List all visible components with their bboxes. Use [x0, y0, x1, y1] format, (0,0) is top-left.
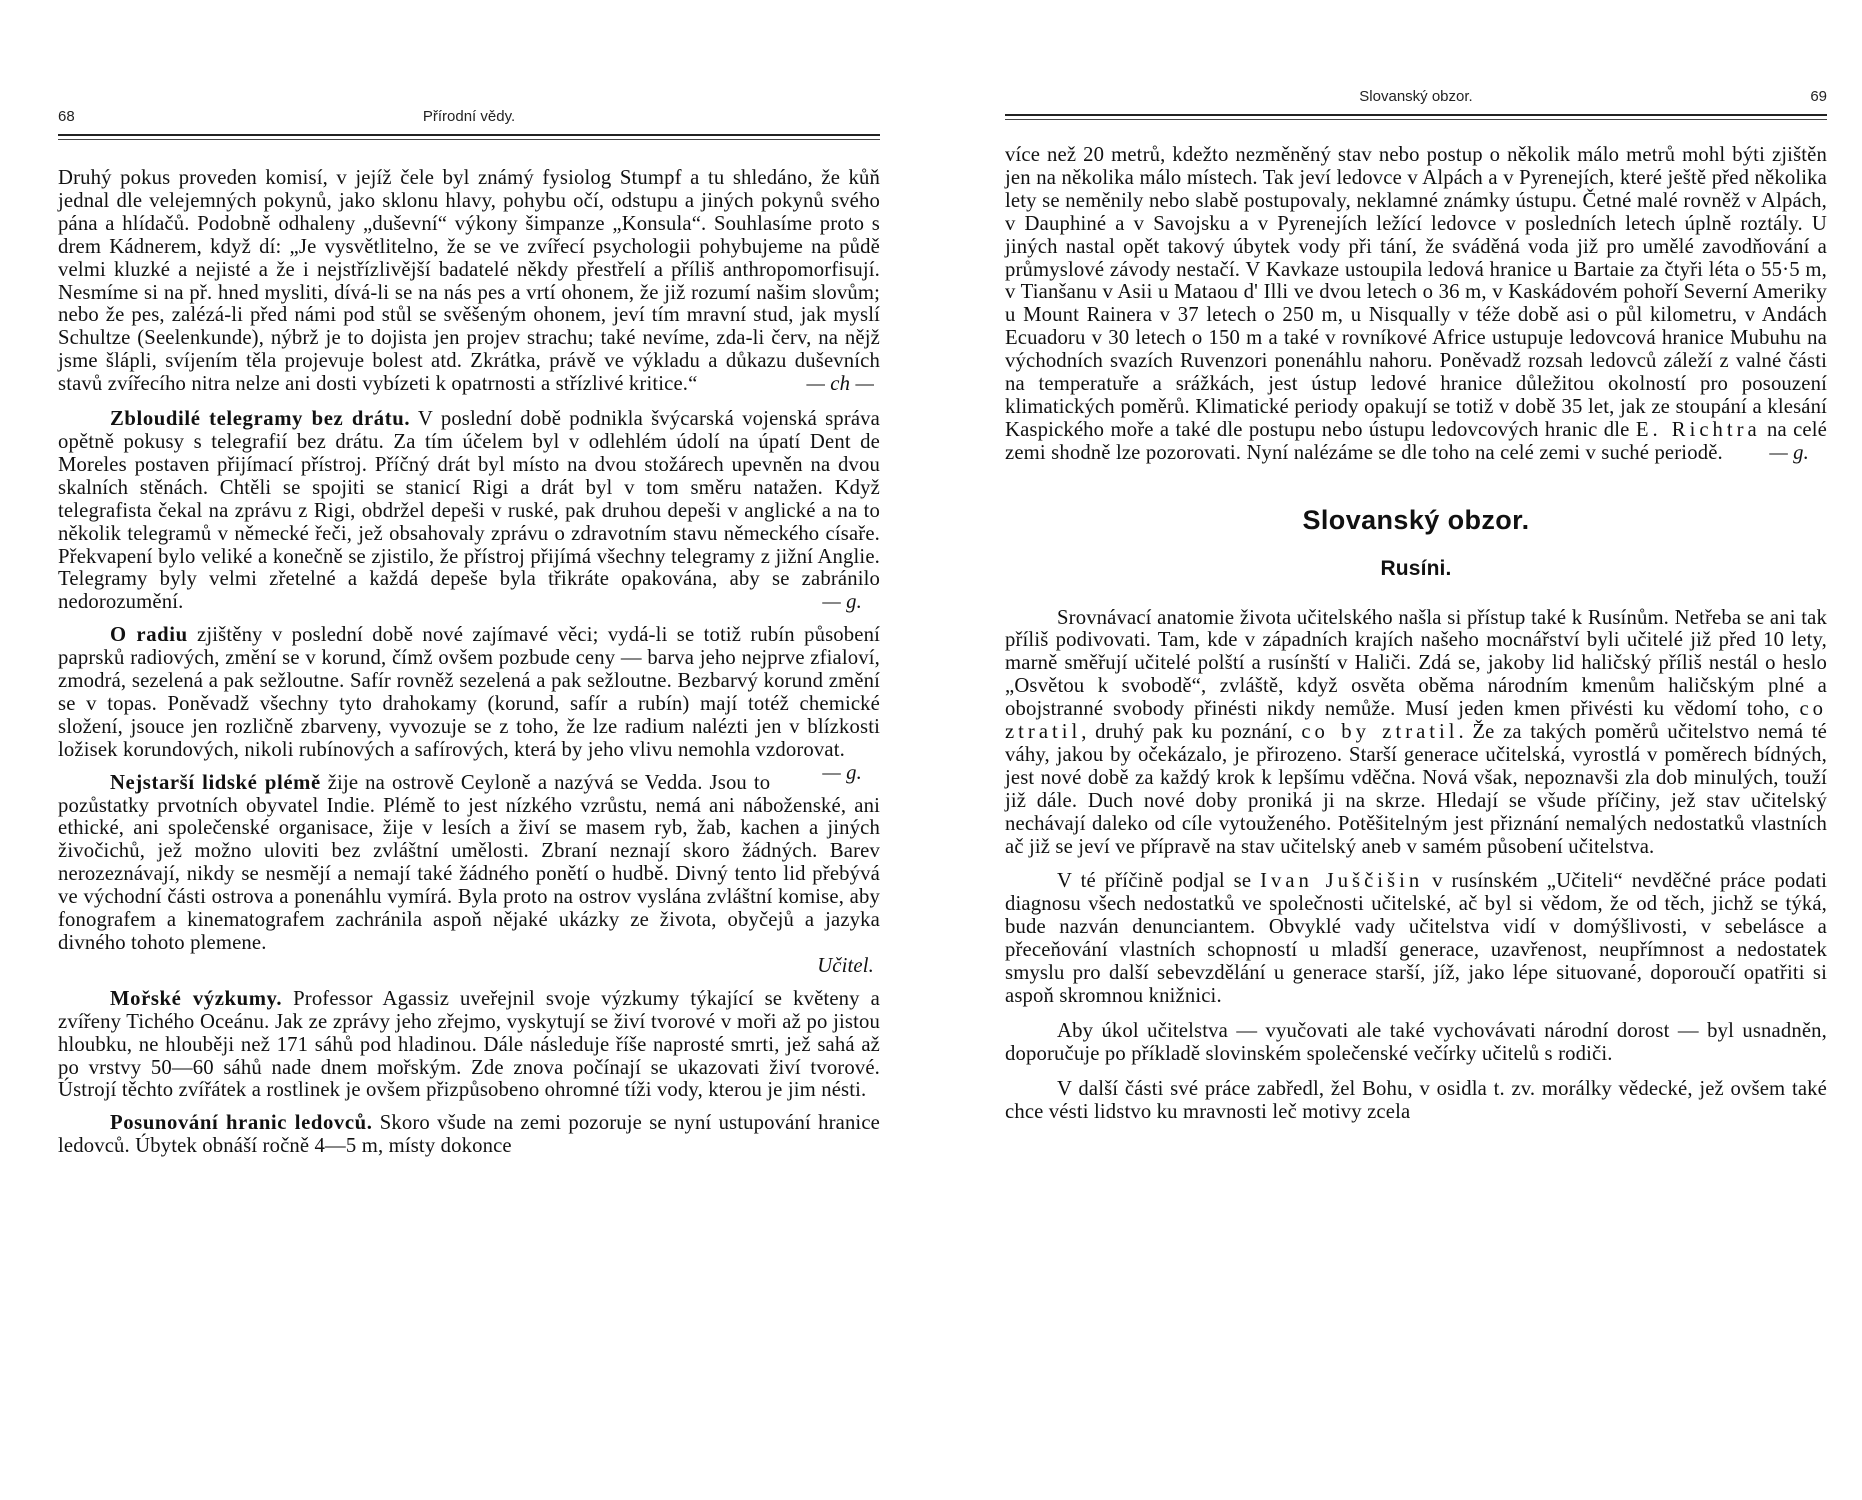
paragraph-text: V té příčině podjal se — [1057, 870, 1261, 893]
paragraph-text: V poslední době podnikla švýcarská vojenská správa opětně pokusy s telegrafií bez drátu. Za tím účelem byl v odlehlém údolí na úpatí Dent de Moreles postaven přijímací přístroj. Příčný drát byl místo na dvou stožárech upevněn na dvou skalních stěnách. Chtěli se spojiti se stanicí Rigi a drát byl v tom směru natažen. Když telegrafista čekal na zprávu z Rigi, obdržel depeši v ruské, pak druhou depeši v anglické a na to několik telegramů v německé řeči, jež obsahovaly zprávu o zdravotním stavu německého císaře. Překvapení bylo veliké a konečně se zjistilo, že přístroj přijímá všechny telegramy z jižní Anglie. Telegramy byly velmi zřetelné a každá depeše byla třikráte opakována, aby se zabránilo nedorozumění. — [58, 408, 881, 614]
paragraph — [58, 1112, 880, 1158]
paragraph-heading: Nejstarší lidské plémě — [110, 771, 321, 794]
paragraph — [58, 772, 880, 955]
section-title: Slovanský obzor. — [1302, 504, 1530, 535]
emphasis: co by ztratil — [1301, 721, 1459, 744]
paragraph — [1005, 1078, 1827, 1124]
signature: — ch — — [806, 373, 874, 396]
paragraph-heading: Mořské výzkumy. — [110, 987, 283, 1010]
paragraph-text: v rusínském „Učiteli“ nevděčné práce podati diagnosu všech nedostatků ve společnosti učitelské, ač byl si vědom, že od těch, jichž se týká, bude nazván denunciantem. Obvyklé vady učitelstva vidí v domýšlivosti, v sebelásce a přeceňování vlastních schopností u mladší generace, uzavřenost, neupřímnost a nedostatek smyslu pro další sebevzdělání u generace starší, jíž, jako lépe situované, doporoučí opatřiti si aspoň skromnou knižnici. — [1005, 870, 1827, 1007]
paragraph-text: . Že za takých poměrů učitelstvo nemá té váhy, jakou by očekázalo, je přirozeno. Starší generace učitelská, vyrostlá v poměrech bídných, jest nové době za každý krok k lepšímu vděčna. Nová však, nepoznavši zla dob minulých, touží již dále. Duch nové doby proniká ji na skrze. Hledají se všude příčiny, jež stav učitelský nechávají daleko od cíle vytouženého. Potěšitelným jest přiznání nemalých nedostatků vlastních ač již se jeví ve přípravě na stav učitelský aneb v samém působení učitelstva. — [1005, 721, 1827, 858]
paragraph-heading: O radiu — [110, 624, 188, 647]
paragraph — [1005, 607, 1827, 859]
header-rule — [1005, 114, 1827, 116]
signature: Učitel. — [817, 954, 874, 977]
paragraph — [58, 988, 880, 1103]
paragraph-text: Srovnávací anatomie života učitelského našla si přístup také k Rusínům. Netřeba se ani tak příliš podivovati. Tam, kde v západních krajích našeho mocnářství byli učitelé již před 10 lety, marně směřují učitelé polští a rusínští v Haliči. Zdá se, jakoby lid haličský příliš nestál o heslo „Osvětou k svobodě“, zvláště, když osvěta oběma národním kmenům haličským plné a obojstranné svobody přinésti nikdy nemůže. Musí jeden kmen přivésti ku vědomí toho, — [1005, 606, 1827, 721]
signature: — g. — [822, 591, 862, 614]
author-name: Ivan Juščišin — [1260, 870, 1424, 893]
paragraph-text: více než 20 metrů, kdežto nezměněný stav nebo postup o několik málo metrů mohl býti zjištěn jen na několika málo místech. Tak jeví ledovce v Alpách a v Pyrenejích, které ještě před několika lety se neměnily nebo slabě postupovaly, neklamné známky ústupu. Četné malé rovněž v Alpách, v Dauphiné a v Savojsku a v Pyrenejích ležící ledovce v posledních letech úplně roztály. U jiných nastal opět takový úbytek vody při tání, že sváděná voda již pro umělé zavodňování a průmyslové závody nestačí. V Kavkaze ustoupila ledová hranice u Bartaie za čtyři léta o 55·5 m, v Tianšanu v Asii u Mataou d' Illi ve dvou letech o 36 m, v Kaskádovém pohoří Severní Ameriky u Mount Rainera v 37 letech o 250 m, u Nisqually v téže době asi o půl kilometru, v Andách Ecuadoru v 30 letech o 150 m a také v rovníkové Africe ustupuje ledovcová hranice Mubuhu na východních svazích Ruvenzori ponenáhlu nahoru. Poněvadž rozsah ledovců záleží z valné části na temperatuře a srážkách, jest ústup ledové hranice důležitou okolností pro posouzení klimatických poměrů. Klimatické periody opakují se totiž v době 35 let, jak ze stoupání a klesání Kaspického moře a také dle postupu nebo ústupu ledovcových hranic dle — [1005, 144, 1827, 441]
right-page — [1005, 0, 1827, 1500]
page-number: 69 — [1810, 88, 1827, 105]
signature: — g. — [822, 761, 862, 784]
page-number: 68 — [58, 108, 75, 125]
paragraph-heading: Zbloudilé telegramy bez drátu. — [110, 408, 411, 431]
paragraph — [1005, 870, 1827, 1007]
running-title: Slovanský obzor. — [1359, 88, 1473, 105]
paragraph-text: Professor Agassiz uveřejnil svoje výzkumy týkající se květeny a zvířeny Tichého Oceánu. Jak ze zprávy jeho zřejmo, vyskytují se živí tvorové v moři až po jistou hloubku, ne hlouběji než 171 sáhů pod hladinou. Dále následuje říše naprosté smrti, jež sahá až po vrstvy 50—60 sáhů nade dnem mořským. Zde znova počínají se ukazovati živí tvorové. Ústrojí těchto zvířátek a rostlinek je ovšem přizpůsobeno ohromné tíži vody, kterou je jim nésti. — [58, 987, 880, 1102]
emphasis: co ztratil — [1005, 698, 1827, 744]
left-page — [58, 0, 880, 1500]
paragraph-text: , druhý pak ku poznání, — [1081, 721, 1302, 744]
paragraph-text: Aby úkol učitelstva — vyučovati ale také vychovávati národní dorost — byl usnadněn, doporučuje po příkladě slovinském společenské večírky učitelů s rodiči. — [1005, 1019, 1827, 1065]
signature: — g. — [1769, 441, 1809, 464]
paragraph — [58, 408, 880, 614]
left-text-column — [58, 167, 880, 1158]
right-text-column — [1005, 144, 1827, 1124]
paragraph — [58, 167, 880, 396]
paragraph-text: V další části své práce zabředl, žel Bohu, v osidla t. zv. morálky vědecké, jež ovšem také chce vésti lidstvo ku mravnosti leč motivy zcela — [1005, 1077, 1827, 1123]
author-name: E. Richtra — [1635, 418, 1761, 441]
paragraph-text: Skoro všude na zemi pozoruje se nyní ustupování hranice ledovců. Úbytek obnáší ročně 4—5 m, místy dokonce — [58, 1112, 880, 1158]
paragraph-text: na celé zemi shodně lze pozorovati. Nyní nalézáme se dle toho na celé zemi v suché periodě. — [1005, 418, 1827, 464]
paragraph-text: žije na ostrově Ceyloně a nazývá se Vedda. Jsou to pozůstatky prvotních obyvatel Indie. Plémě to jest nízkého vzrůstu, nemá ani náboženské, ani ethické, ani společenské organisace, žije v lesích a živí se masem ryb, žab, kachen a jiných živočichů, jež možno uloviti bez zvláštní umělosti. Zbraní neznají skoro žádných. Barev nerozeznávají, nikdy se nesmějí a nemají také žádného ponětí o hudbě. Divný tento lid přebývá ve východní části ostrova a ponenáhlu vymírá. Byla proto na ostrov vyslána zvláštní komise, aby fonografem a kinematografem zachránila aspoň nějaké ukázky ze života, obyčejů a jazyka divného tohoto plemene. — [58, 771, 880, 954]
paragraph-text: Druhý pokus proveden komisí, v jejíž čele byl známý fysiolog Stumpf a tu shledáno, že kůň jednal dle velejemných pokynů, jako sklonu hlavy, pohybu očí, odstupu a jiných pokynů svého pána a hlídačů. Podobně odhaleny „duševní“ výkony šimpanze „Konsula“. Souhlasíme proto s drem Kádnerem, když dí: „Je vysvětlitelno, že se ve zvířecí psychologii pohybujeme na půdě velmi kluzké a nejisté a že i nejstřízlivější badatelé někdy přestřelí a příliš anthropomorfisují. Nesmíme si na př. hned mysliti, dívá-li se na nás pes a vrtí ohonem, že již rozumí našim slovům; nebo že pes, zalézá-li před námi pod stůl se svěšeným ohonem, jeví tím mravní stud, jak myslí Schultze (Seelenkunde), nýbrž je to dojista jen projev strachu; také nevíme, zda-li červ, na nějž jsme šlápli, svíjením těla projevuje bolest atd. Zkrátka, právě ve výkladu a důkazu duševních stavů zvířecího nitra nelze ani dosti vybízeti k opatrnosti a střízlivé kritice.“ — [58, 167, 880, 396]
paragraph — [1005, 1020, 1827, 1066]
article-title: Rusíni. — [1380, 556, 1452, 580]
running-title: Přírodní vědy. — [422, 108, 516, 125]
paragraph — [1005, 144, 1827, 465]
header-rule — [58, 134, 880, 136]
paragraph-text: zjištěny v poslední době nové zajímavé věci; vydá-li se totiž rubín působení paprsků radiových, změní se v korund, čímž ovšem pozbude ceny — barva jeho nejprve zfialoví, zmodrá, sezelená a pak sežloutne. Safír rovněž sezelená a pak sežloutne. Bezbarvý korund změní se v topas. Poněvadž všechny tyto drahokamy (korund, safír a rubín) mají totéž chemické složení, jsouce jen rozličně zbarveny, vyvozuje se z toho, že lze radium nalézti jen v blízkosti ložisek korundových, nikoli rubínových a safírových, která by jeho vlivu nemohla vzdorovat. — [58, 624, 880, 761]
paragraph-heading: Posunování hranic ledovců. — [110, 1112, 373, 1135]
